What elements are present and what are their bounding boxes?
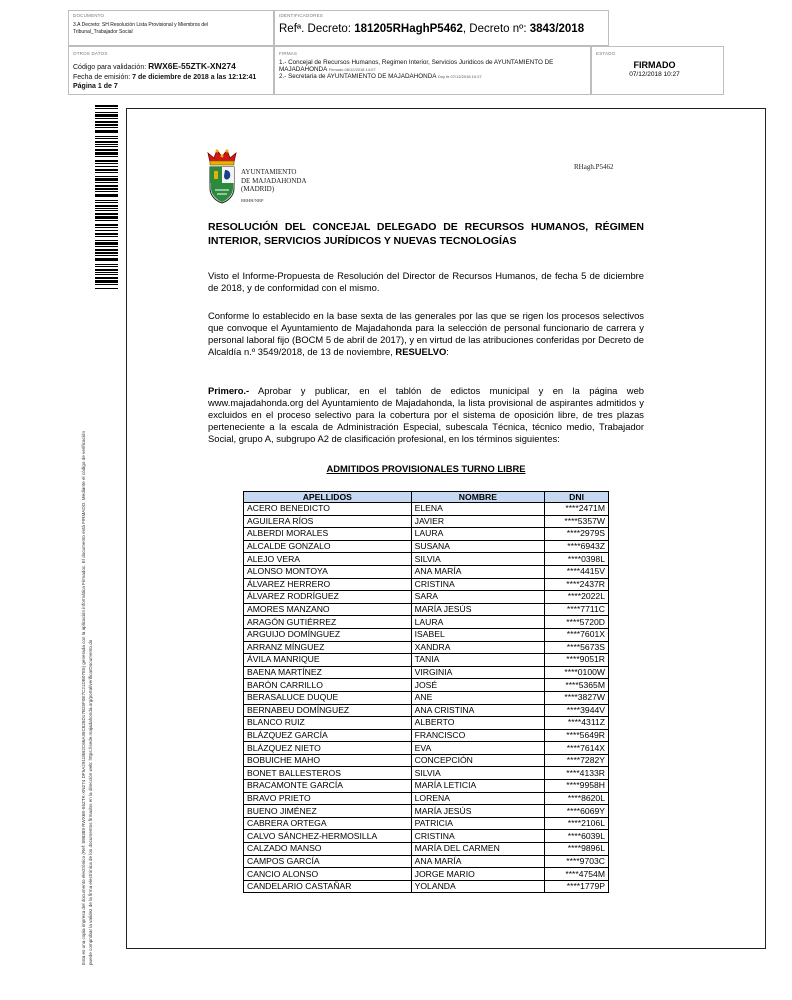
cell-apellidos: BLÁZQUEZ GARCÍA — [244, 729, 412, 742]
cell-dni: ****9896L — [545, 843, 609, 856]
cell-nombre: ANA MARÍA — [411, 565, 545, 578]
resuelvo-colon: : — [446, 346, 449, 357]
codigo-prefix: Código para validación: — [73, 64, 149, 71]
table-row — [244, 515, 609, 528]
cell-nombre: SILVIA — [411, 767, 545, 780]
table-row — [244, 641, 609, 654]
table-row — [244, 880, 609, 893]
barcode-bar — [95, 272, 118, 273]
side-text-line1: Esta es una copia impresa del documento electrónico (Ref: 898389 RWX6E-55ZTK-XN274 DF5A2911BB2C66A35C828D17B25F0E7C21DB07E5) generada con la aplicación informática Firmadoc. El documento está FIRMADO. Mediante el código de verificación — [81, 430, 86, 965]
status-date: 07/12/2018 10:27 — [629, 71, 680, 78]
barcode-bar — [95, 288, 118, 289]
cell-apellidos: CABRERA ORTEGA — [244, 817, 412, 830]
decreto-prefix: Refª. Decreto: — [279, 23, 355, 35]
cell-apellidos: AMORES MANZANO — [244, 603, 412, 616]
barcode-bar — [95, 188, 118, 190]
barcode-bar — [95, 146, 118, 147]
cell-nombre: ALBERTO — [411, 717, 545, 730]
cell-apellidos: BOBUICHE MAHO — [244, 754, 412, 767]
cell-dni: ****2022L — [545, 591, 609, 604]
validation-side-text — [80, 285, 94, 965]
firmas-label: FIRMAS — [279, 51, 298, 56]
cell-apellidos: BERNABEU DOMÍNGUEZ — [244, 704, 412, 717]
municipality-line2: DE MAJADAHONDA — [241, 176, 307, 185]
barcode-bar — [95, 152, 118, 155]
barcode — [95, 105, 118, 289]
cell-apellidos: BLANCO RUIZ — [244, 717, 412, 730]
cell-dni: ****5357W — [545, 515, 609, 528]
barcode-bar — [95, 236, 118, 237]
cell-apellidos: ALCALDE GONZALO — [244, 540, 412, 553]
municipality-line1: AYUNTAMIENTO — [241, 168, 297, 176]
cell-nombre: XANDRA — [411, 641, 545, 654]
cell-nombre: YOLANDA — [411, 880, 545, 893]
resuelvo-label: RESUELVO — [395, 346, 447, 357]
documento-text: 3.A Decreto: SH Resolución Lista Provisional y Miembros del Tribunal_Trabajador Social — [73, 22, 209, 35]
cell-nombre: JOSÉ — [411, 679, 545, 692]
resolution-title: RESOLUCIÓN DEL CONCEJAL DELEGADO DE RECURSOS HUMANOS, RÉGIMEN INTERIOR, SERVICIOS JURÍDICOS Y NUEVAS TECNOLOGÍAS — [208, 221, 644, 247]
document-box — [68, 10, 274, 46]
barcode-bar — [95, 249, 118, 251]
barcode-bar — [95, 160, 118, 162]
table-row — [244, 754, 609, 767]
barcode-bar — [95, 130, 118, 133]
cell-dni: ****2471M — [545, 503, 609, 516]
firma1-line2-row — [279, 66, 376, 73]
cell-apellidos: AGUILERA RÍOS — [244, 515, 412, 528]
column-header-nombre: NOMBRE — [411, 492, 545, 503]
table-row — [244, 817, 609, 830]
cell-apellidos: BERASALUCE DUQUE — [244, 691, 412, 704]
cell-apellidos: ÁVILA MANRIQUE — [244, 654, 412, 667]
barcode-bar — [95, 144, 118, 145]
cell-apellidos: ARAGÓN GUTIÉRREZ — [244, 616, 412, 629]
cell-dni: ****1779P — [545, 880, 609, 893]
cell-apellidos: CANDELARIO CASTAÑAR — [244, 880, 412, 893]
coat-of-arms-logo — [205, 148, 239, 204]
cell-nombre: ANE — [411, 691, 545, 704]
cell-nombre: ANA MARÍA — [411, 855, 545, 868]
table-row — [244, 830, 609, 843]
cell-dni: ****3827W — [545, 691, 609, 704]
list-title: ADMITIDOS PROVISIONALES TURNO LIBRE — [326, 463, 526, 474]
table-row — [244, 578, 609, 591]
cell-nombre: SILVIA — [411, 553, 545, 566]
cell-apellidos: BUENO JIMÉNEZ — [244, 805, 412, 818]
barcode-bar — [95, 105, 118, 107]
barcode-bar — [95, 255, 118, 256]
municipality-line3: (MADRID) — [241, 185, 275, 194]
cell-apellidos: ÁLVAREZ HERRERO — [244, 578, 412, 591]
barcode-bar — [95, 277, 118, 279]
table-row — [244, 855, 609, 868]
cell-apellidos: BARÓN CARRILLO — [244, 679, 412, 692]
cell-dni: ****5720D — [545, 616, 609, 629]
table-row — [244, 805, 609, 818]
cell-apellidos: ACERO BENEDICTO — [244, 503, 412, 516]
barcode-bar — [95, 138, 118, 139]
paragraph-conforme-text: Conforme lo establecido en la base sexta de las generales por las que se rigen los procesos selectivos que convoque el Ayuntamiento de Majadahonda para la selección de personal funcionario de carrera y personal laboral fijo (BOCM 5 de abril de 2017), y en virtud de las atribuciones conferidas por Decreto de Alcaldía n.º 3549/2018, de 13 de noviembre, — [208, 310, 644, 357]
cell-dni: ****4754M — [545, 868, 609, 881]
cell-dni: ****9051R — [545, 654, 609, 667]
barcode-bar — [95, 213, 118, 215]
department-code: RRHH/NRP — [241, 198, 264, 203]
paragraph-visto: Visto el Informe-Propuesta de Resolución del Director de Recursos Humanos, de fecha 5 de diciembre de 2018, y de conformidad con el mismo. — [208, 270, 644, 293]
decreto-reference — [279, 23, 584, 35]
table-body — [244, 503, 609, 893]
barcode-bar — [95, 149, 118, 151]
cell-nombre: CONCEPCIÓN — [411, 754, 545, 767]
barcode-bar — [95, 127, 118, 128]
cell-apellidos: ALBERDI MORALES — [244, 528, 412, 541]
table-row — [244, 843, 609, 856]
issue-date — [73, 73, 256, 82]
table-row — [244, 742, 609, 755]
cell-dni: ****6069Y — [545, 805, 609, 818]
cell-apellidos: BRACAMONTE GARCÍA — [244, 780, 412, 793]
barcode-bar — [95, 274, 118, 275]
firma1-date: Firmado 06/12/2018 14:07 — [328, 67, 376, 72]
cell-dni: ****9703C — [545, 855, 609, 868]
cell-apellidos: ARGUIJO DOMÍNGUEZ — [244, 628, 412, 641]
cell-apellidos: CALZADO MANSO — [244, 843, 412, 856]
cell-dni: ****6943Z — [545, 540, 609, 553]
barcode-bar — [95, 264, 118, 265]
paragraph-primero-text: Aprobar y publicar, en el tablón de edictos municipal y en la página web www.majadahonda.org del Ayuntamiento de Majadahonda, la lista provisional de aspirantes admitidos y excluidos en el proceso selectivo para la cobertura por el sistema de oposición libre, de tres plazas perteneciente a la escala de Administración Especial, subescala Técnica, técnico medio, Trabajador Social, grupo A, subgrupo A2 de clasificación profesional, en los términos siguientes: — [208, 385, 644, 444]
barcode-bar — [95, 194, 118, 197]
barcode-bar — [95, 216, 118, 219]
table-row — [244, 616, 609, 629]
table-row — [244, 540, 609, 553]
cell-dni: ****7614X — [545, 742, 609, 755]
barcode-bar — [95, 200, 118, 201]
decreto-num: 3843/2018 — [529, 23, 585, 35]
cell-apellidos: CALVO SÁNCHEZ-HERMOSILLA — [244, 830, 412, 843]
barcode-bar — [95, 208, 118, 209]
cell-apellidos: ALONSO MONTOYA — [244, 565, 412, 578]
cell-nombre: ANA CRISTINA — [411, 704, 545, 717]
cell-dni: ****0398L — [545, 553, 609, 566]
cell-nombre: LAURA — [411, 528, 545, 541]
side-text-line2: puede comprobar la validez de la firma electrónica de los documentos firmados en la dirección web: https://sede.majadahonda.org/portal/verificarDocumento.do — [88, 639, 93, 965]
barcode-bar — [95, 280, 118, 283]
cell-nombre: EVA — [411, 742, 545, 755]
cell-nombre: CRISTINA — [411, 830, 545, 843]
barcode-bar — [95, 156, 118, 157]
cell-nombre: MARÍA LETICIA — [411, 780, 545, 793]
cell-dni: ****4311Z — [545, 717, 609, 730]
table-row — [244, 679, 609, 692]
table-row — [244, 717, 609, 730]
barcode-bar — [95, 242, 118, 245]
table-row — [244, 792, 609, 805]
barcode-bar — [95, 220, 118, 221]
cell-nombre: VIRGINIA — [411, 666, 545, 679]
table-row — [244, 628, 609, 641]
table-row — [244, 565, 609, 578]
otros-label: OTROS DATOS — [73, 51, 108, 56]
fecha-prefix: Fecha de emisión: — [73, 74, 133, 81]
barcode-bar — [95, 224, 118, 226]
column-header-dni: DNI — [545, 492, 609, 503]
barcode-bar — [95, 202, 118, 203]
firma2-row — [279, 73, 482, 80]
cell-apellidos: ARRANZ MÍNGUEZ — [244, 641, 412, 654]
estado-label: ESTADO — [596, 51, 616, 56]
cell-nombre: FRANCISCO — [411, 729, 545, 742]
firma1-line1: 1.- Concejal de Recursos Humanos, Regimen Interior, Servicios Juridicos de AYUNTAMIENTO DE — [279, 59, 554, 66]
barcode-bar — [95, 269, 118, 271]
identifiers-box — [274, 10, 609, 46]
table-row — [244, 780, 609, 793]
table-row — [244, 553, 609, 566]
table-row — [244, 591, 609, 604]
table-row — [244, 691, 609, 704]
barcode-bar — [95, 182, 118, 183]
decreto-ref: 181205RHaghP5462 — [354, 23, 463, 35]
barcode-bar — [95, 227, 118, 228]
cell-apellidos: ÁLVAREZ RODRÍGUEZ — [244, 591, 412, 604]
paragraph-conforme — [208, 310, 644, 358]
status-signed: FIRMADO — [633, 60, 676, 70]
barcode-bar — [95, 258, 118, 261]
barcode-bar — [95, 108, 118, 109]
primero-label: Primero.- — [208, 385, 250, 396]
cell-dni: ****2106L — [545, 817, 609, 830]
cell-dni: ****8620L — [545, 792, 609, 805]
cell-dni: ****7711C — [545, 603, 609, 616]
cell-apellidos: BONET BALLESTEROS — [244, 767, 412, 780]
barcode-bar — [95, 205, 118, 207]
cell-dni: ****0100W — [545, 666, 609, 679]
table-row — [244, 868, 609, 881]
identificadores-label: IDENTIFICADORES — [279, 13, 324, 18]
barcode-bar — [95, 191, 118, 192]
table-row — [244, 666, 609, 679]
cell-nombre: JAVIER — [411, 515, 545, 528]
cell-nombre: SARA — [411, 591, 545, 604]
barcode-bar — [95, 121, 118, 123]
firma1-line2: MAJADAHONDA — [279, 66, 327, 73]
table-row — [244, 767, 609, 780]
cell-dni: ****7601X — [545, 628, 609, 641]
status-box — [591, 46, 724, 95]
barcode-bar — [95, 172, 118, 173]
cell-apellidos: ALEJO VERA — [244, 553, 412, 566]
cell-apellidos: BRAVO PRIETO — [244, 792, 412, 805]
barcode-bar — [95, 266, 118, 267]
table-row — [244, 603, 609, 616]
table-row — [244, 503, 609, 516]
barcode-bar — [95, 284, 118, 285]
decreto-mid: , Decreto nº: — [462, 23, 530, 35]
column-header-apellidos: APELLIDOS — [244, 492, 412, 503]
cell-dni: ****9958H — [545, 780, 609, 793]
barcode-bar — [95, 240, 118, 241]
cell-dni: ****5649R — [545, 729, 609, 742]
cell-dni: ****4133R — [545, 767, 609, 780]
reference-code: RHagh.P5462 — [574, 163, 614, 171]
cell-nombre: PATRICIA — [411, 817, 545, 830]
table-row — [244, 654, 609, 667]
barcode-bar — [95, 163, 118, 164]
barcode-bar — [95, 246, 118, 247]
barcode-bar — [95, 118, 118, 119]
cell-nombre: ELENA — [411, 503, 545, 516]
page-count: Página 1 de 7 — [73, 83, 118, 90]
table-row — [244, 704, 609, 717]
cell-dni: ****3944V — [545, 704, 609, 717]
documento-label: DOCUMENTO — [73, 13, 105, 18]
cell-dni: ****6039L — [545, 830, 609, 843]
cell-apellidos: BAENA MARTÍNEZ — [244, 666, 412, 679]
cell-dni: ****5365M — [545, 679, 609, 692]
admitted-list-table — [243, 491, 609, 893]
cell-nombre: TANIA — [411, 654, 545, 667]
cell-apellidos: CAMPOS GARCÍA — [244, 855, 412, 868]
barcode-bar — [95, 114, 118, 117]
cell-nombre: MARÍA JESÚS — [411, 805, 545, 818]
paragraph-primero — [208, 385, 644, 445]
cell-dni: ****4415V — [545, 565, 609, 578]
cell-nombre: SUSANA — [411, 540, 545, 553]
other-data-box — [68, 46, 274, 95]
barcode-bar — [95, 178, 118, 181]
table-row — [244, 729, 609, 742]
cell-nombre: LORENA — [411, 792, 545, 805]
cell-nombre: MARÍA JESÚS — [411, 603, 545, 616]
cell-apellidos: BLÁZQUEZ NIETO — [244, 742, 412, 755]
cell-dni: ****2437R — [545, 578, 609, 591]
fecha: 7 de diciembre de 2018 a las 12:12:41 — [132, 74, 257, 81]
barcode-bar — [95, 112, 118, 113]
municipality-name — [241, 168, 307, 194]
codigo: RWX6E-55ZTK-XN274 — [148, 61, 236, 71]
cell-nombre: MARÍA DEL CARMEN — [411, 843, 545, 856]
firma2-line: 2.- Secretaria de AYUNTAMIENTO DE MAJADAHONDA — [279, 73, 437, 80]
barcode-bar — [95, 210, 118, 211]
cell-dni: ****5673S — [545, 641, 609, 654]
barcode-bar — [95, 124, 118, 126]
cell-nombre: LAURA — [411, 616, 545, 629]
table-header-row — [244, 492, 609, 503]
barcode-bar — [95, 169, 118, 171]
validation-code — [73, 62, 236, 72]
cell-dni: ****2979S — [545, 528, 609, 541]
barcode-bar — [95, 141, 118, 143]
cell-nombre: JORGE MARIO — [411, 868, 545, 881]
cell-nombre: CRISTINA — [411, 578, 545, 591]
barcode-bar — [95, 233, 118, 235]
barcode-bar — [95, 166, 118, 167]
cell-nombre: ISABEL — [411, 628, 545, 641]
barcode-bar — [95, 176, 118, 177]
barcode-bar — [95, 230, 118, 231]
table-row — [244, 528, 609, 541]
cell-dni: ****7282Y — [545, 754, 609, 767]
signatures-box — [274, 46, 591, 95]
barcode-bar — [95, 252, 118, 254]
barcode-bar — [95, 136, 118, 137]
barcode-bar — [95, 185, 118, 187]
firma2-date: Doy fe 07/12/2018 10:27 — [437, 74, 482, 79]
cell-apellidos: CANCIO ALONSO — [244, 868, 412, 881]
